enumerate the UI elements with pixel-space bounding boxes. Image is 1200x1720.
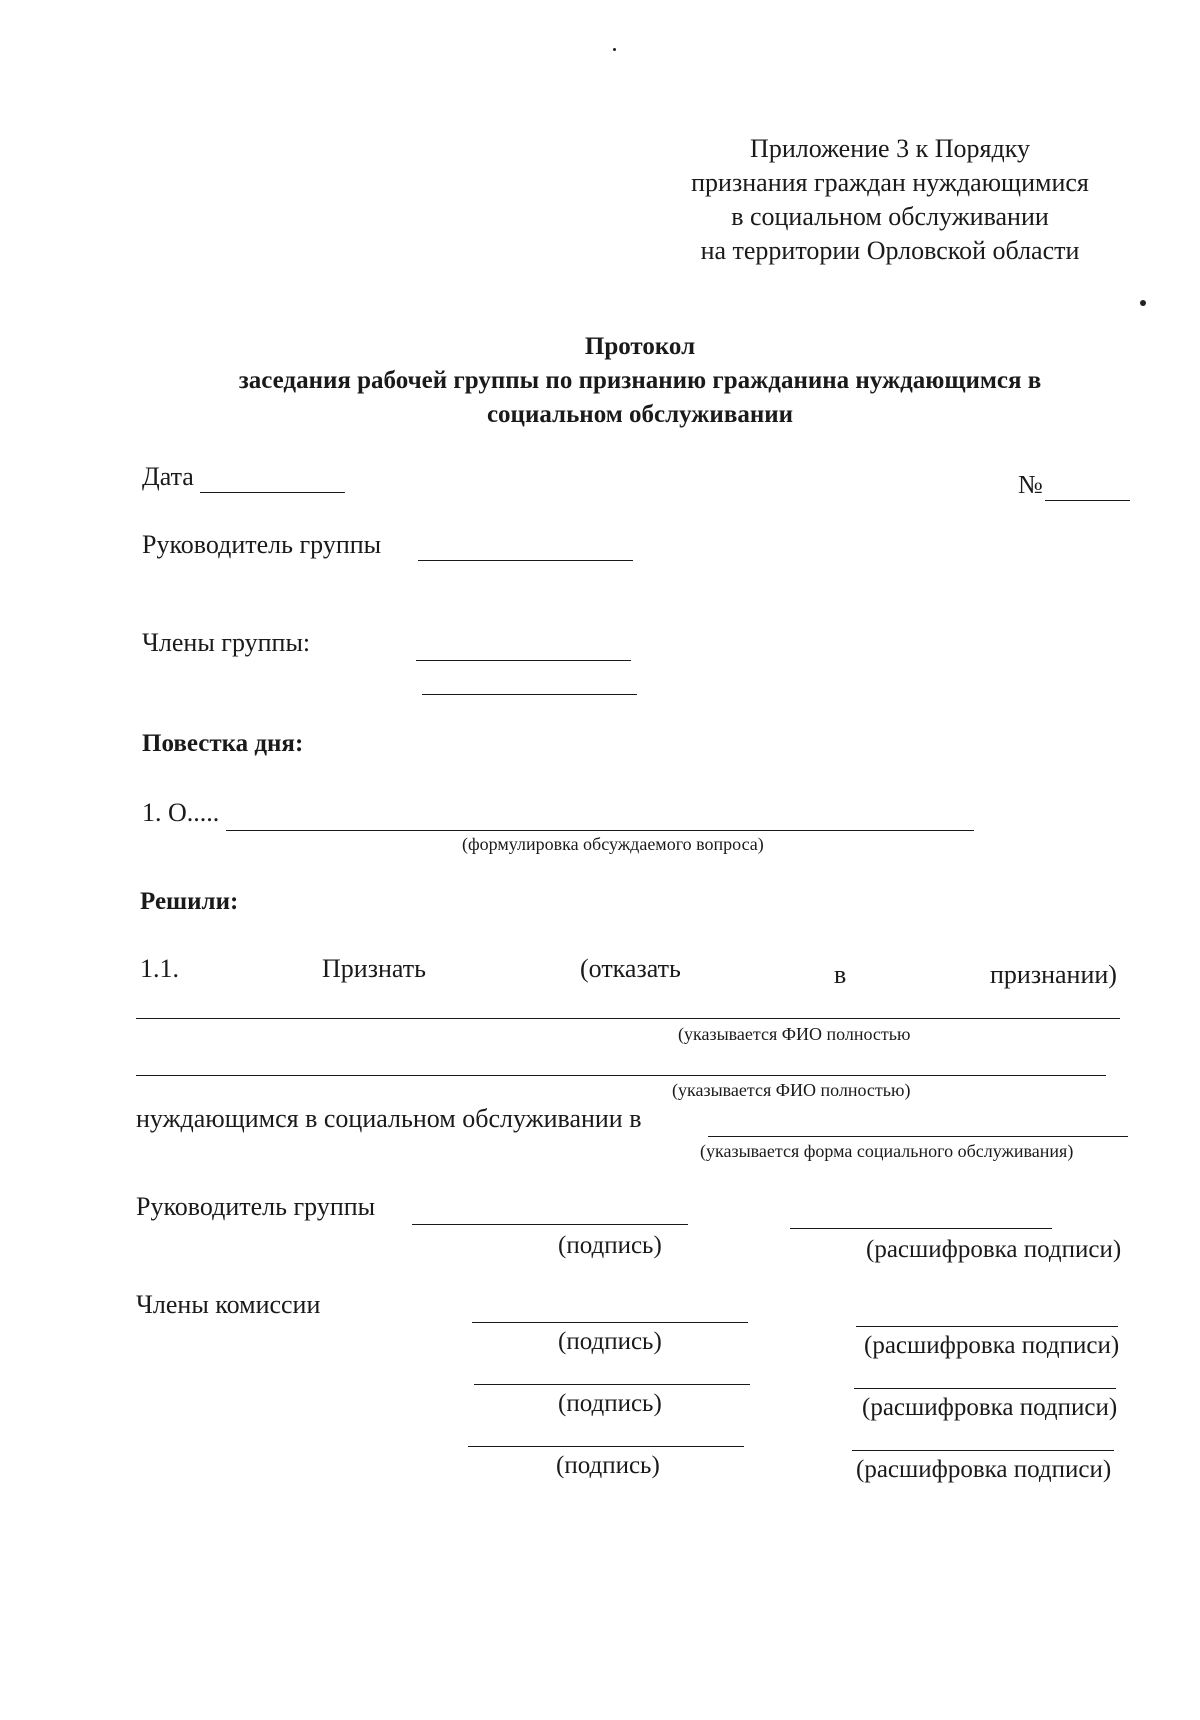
signature-hint: (подпись) <box>556 1452 660 1479</box>
leader-label: Руководитель группы <box>142 530 382 559</box>
decode-blank-line[interactable] <box>856 1326 1118 1327</box>
decision-heading: Решили: <box>140 888 239 915</box>
title-subtitle-line1: заседания рабочей группы по признанию гражданина нуждающимся в <box>238 367 1042 394</box>
agenda-blank-line[interactable] <box>226 830 974 831</box>
form-hint: (указывается форма социального обслуживания) <box>700 1141 1074 1161</box>
fio-blank-line[interactable] <box>136 1075 1106 1076</box>
form-blank-line[interactable] <box>708 1136 1128 1137</box>
appendix-line: признания граждан нуждающимися <box>691 168 1089 197</box>
document-title <box>120 330 1160 432</box>
fio-hint: (указывается ФИО полностью) <box>672 1080 911 1100</box>
signature-blank-line[interactable] <box>474 1384 750 1385</box>
appendix-header <box>640 132 1140 268</box>
agenda-heading: Повестка дня: <box>142 730 304 757</box>
decode-hint: (расшифровка подписи) <box>866 1236 1122 1263</box>
agenda-item-hint: (формулировка обсуждаемого вопроса) <box>462 834 764 854</box>
decode-hint: (расшифровка подписи) <box>864 1332 1120 1359</box>
date-label: Дата <box>142 462 194 491</box>
signature-leader-label: Руководитель группы <box>136 1192 376 1221</box>
signature-commission-label: Члены комиссии <box>136 1290 321 1319</box>
agenda-item-label: 1. О..... <box>142 798 220 827</box>
scan-speck <box>613 48 616 51</box>
decision-word: Признать <box>322 954 426 983</box>
decode-blank-line[interactable] <box>854 1388 1116 1389</box>
appendix-line: на территории Орловской области <box>700 236 1080 265</box>
need-text: нуждающимся в социальном обслуживании в <box>136 1104 642 1133</box>
decision-word: в <box>834 960 847 989</box>
fio-hint: (указывается ФИО полностью <box>678 1024 911 1044</box>
decision-word: признании) <box>990 960 1117 989</box>
decision-item-number: 1.1. <box>140 954 179 983</box>
fio-blank-line[interactable] <box>136 1018 1120 1019</box>
signature-blank-line[interactable] <box>472 1322 748 1323</box>
title-subtitle-line2: социальном обслуживании <box>486 401 794 428</box>
decode-hint: (расшифровка подписи) <box>856 1456 1112 1483</box>
leader-blank-line[interactable] <box>418 560 633 561</box>
decision-word: (отказать <box>580 954 681 983</box>
decode-blank-line[interactable] <box>852 1450 1114 1451</box>
member-blank-line[interactable] <box>416 660 631 661</box>
appendix-line: в социальном обслуживании <box>731 202 1049 231</box>
signature-hint: (подпись) <box>558 1232 662 1259</box>
members-label: Члены группы: <box>142 628 311 657</box>
date-blank-line[interactable] <box>200 492 345 493</box>
scan-speck <box>1140 300 1146 306</box>
signature-hint: (подпись) <box>558 1328 662 1355</box>
signature-blank-line[interactable] <box>468 1446 744 1447</box>
appendix-line: Приложение 3 к Порядку <box>750 134 1030 163</box>
decode-hint: (расшифровка подписи) <box>862 1394 1118 1421</box>
number-blank-line[interactable] <box>1045 500 1130 501</box>
signature-blank-line[interactable] <box>412 1224 688 1225</box>
signature-hint: (подпись) <box>558 1390 662 1417</box>
number-label: № <box>1018 470 1043 499</box>
member-blank-line[interactable] <box>422 694 637 695</box>
decode-blank-line[interactable] <box>790 1228 1052 1229</box>
title-heading: Протокол <box>584 333 696 360</box>
